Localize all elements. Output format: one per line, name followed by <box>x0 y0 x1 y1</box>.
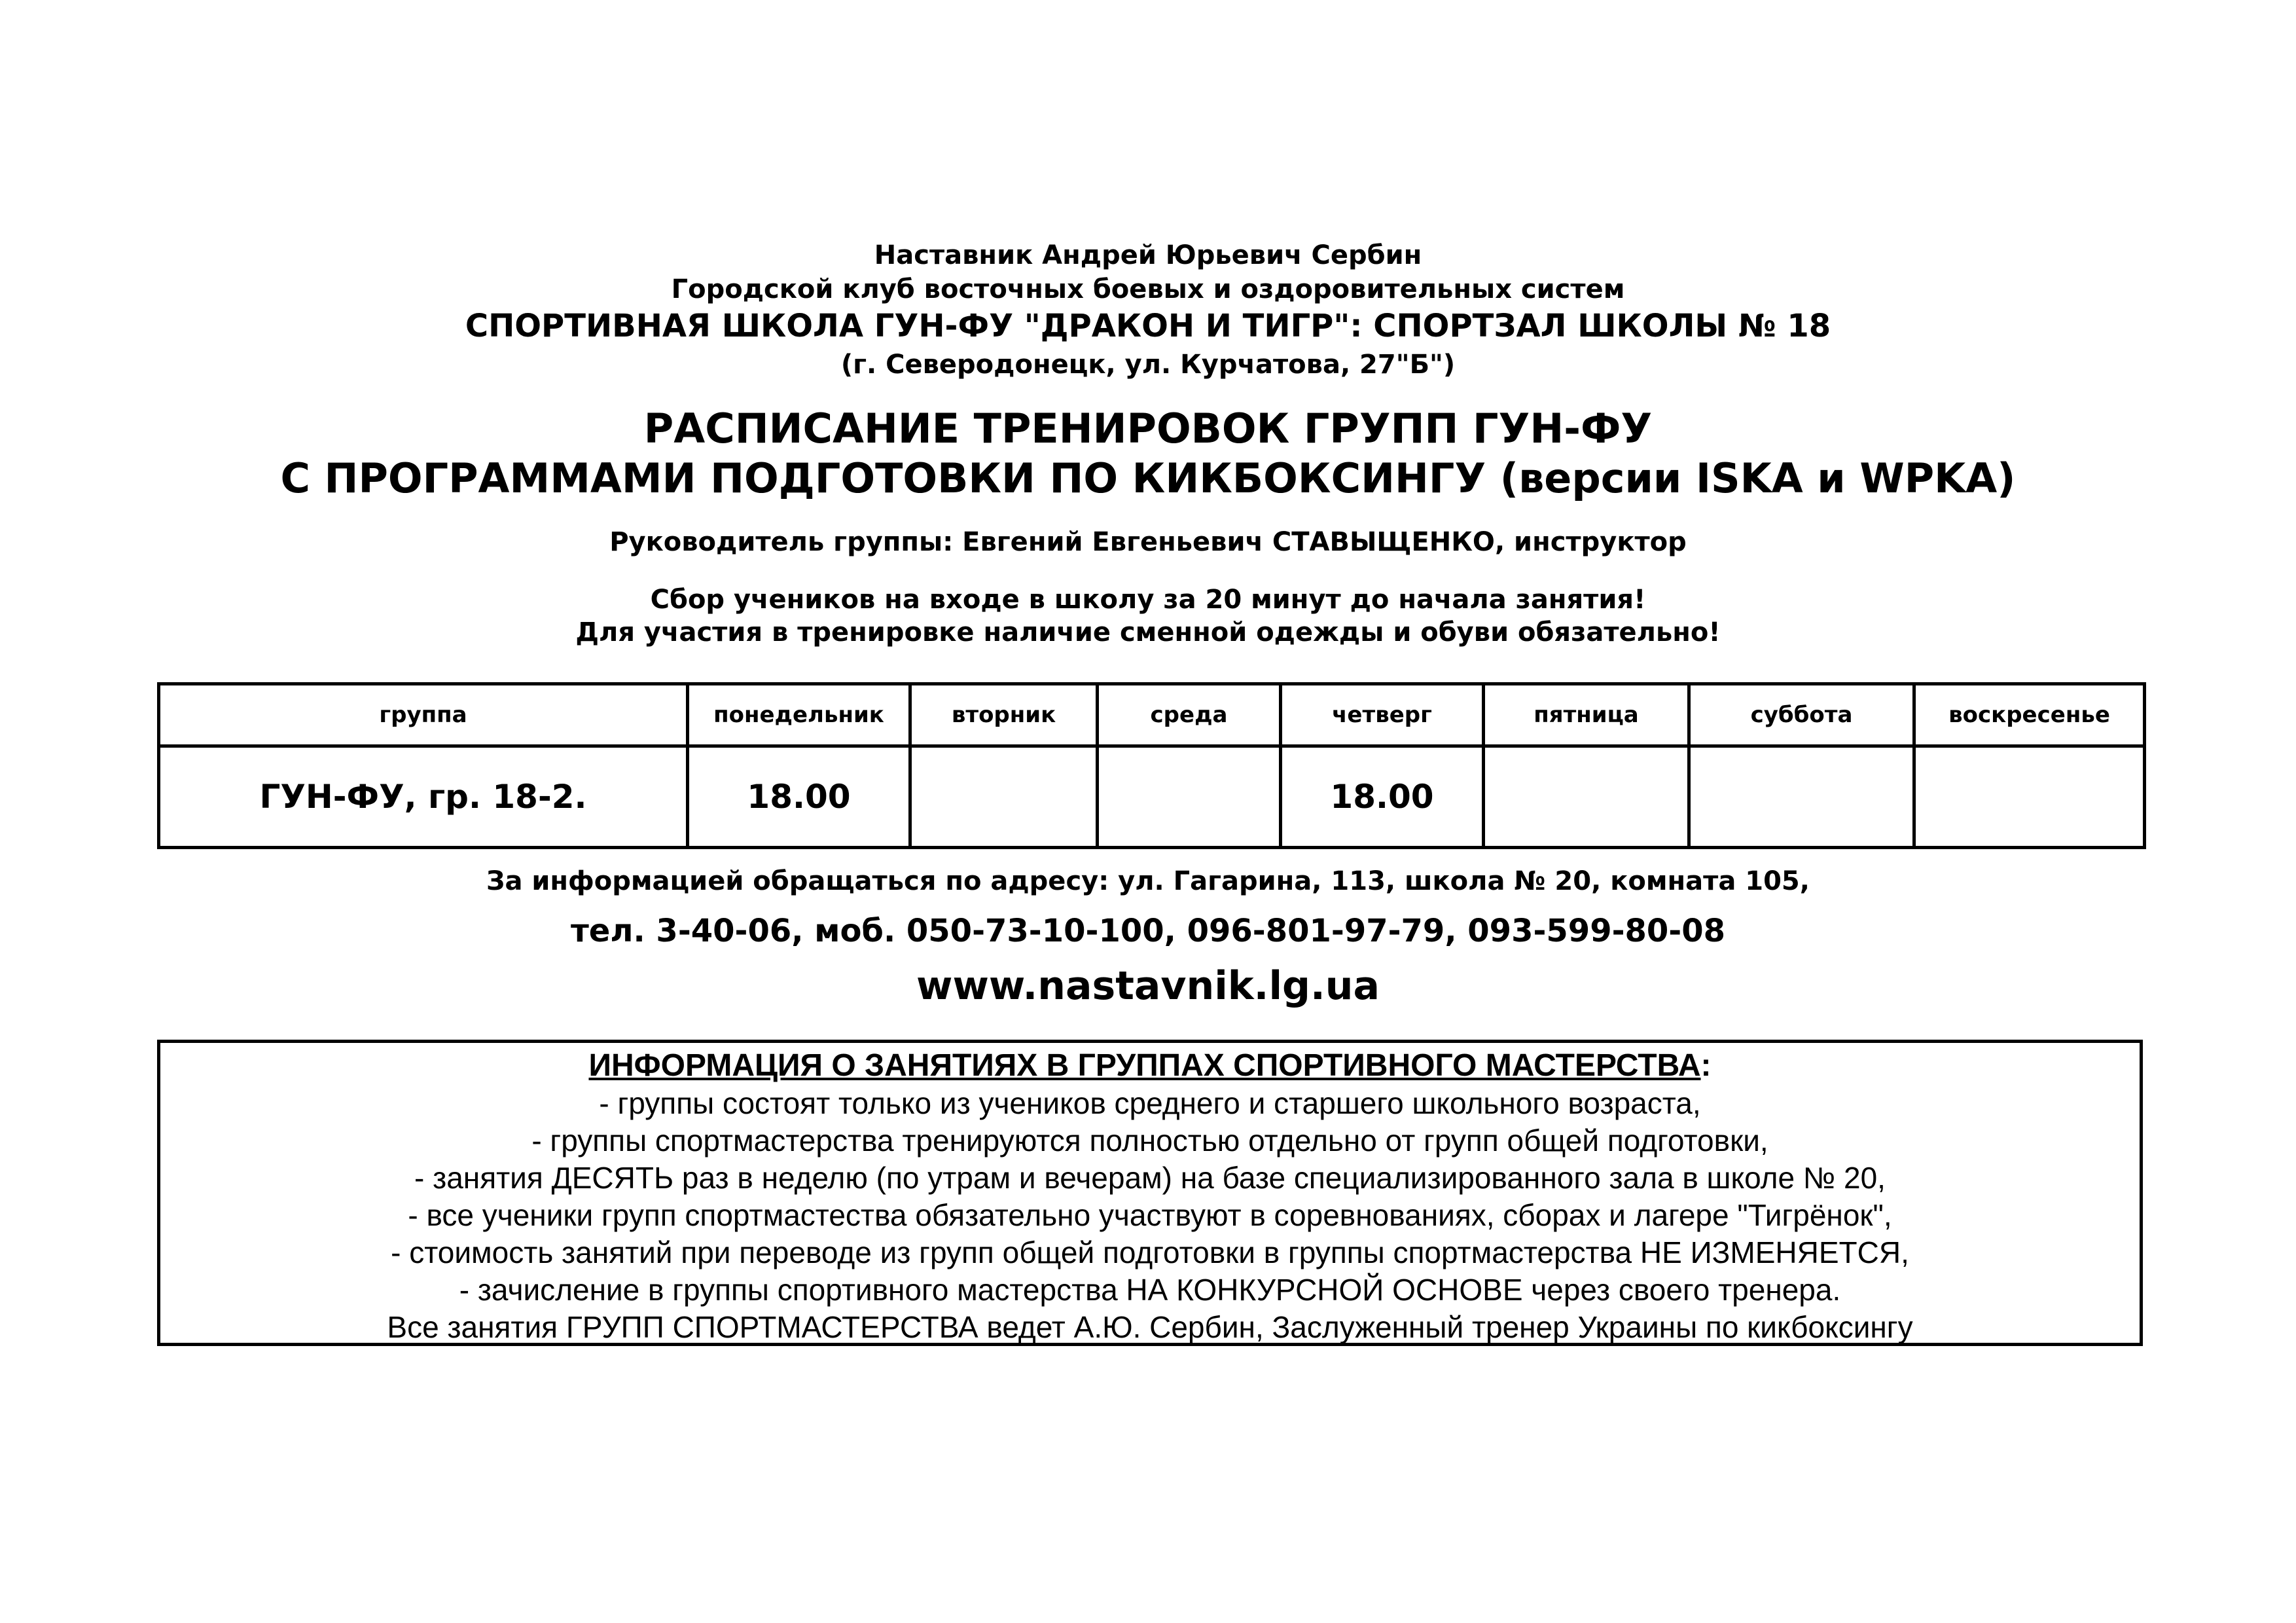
header-wednesday: среда <box>1098 684 1281 746</box>
header-tuesday: вторник <box>910 684 1098 746</box>
schedule-header-row <box>159 684 2145 746</box>
cell-saturday <box>1689 746 1914 848</box>
contact-address: За информацией обращаться по адресу: ул. Гагарина, 113, школа № 20, комната 105, <box>486 866 1810 896</box>
cell-thursday: 18.00 <box>1281 746 1484 848</box>
info-heading-colon: : <box>1700 1048 1712 1083</box>
group-leader: Руководитель группы: Евгений Евгеньевич СТАВЫЩЕНКО, инструктор <box>609 527 1687 557</box>
header-thursday: четверг <box>1281 684 1484 746</box>
cell-monday: 18.00 <box>688 746 910 848</box>
website-link[interactable]: www.nastavnik.lg.ua <box>916 963 1380 1009</box>
info-item: - все ученики групп спортмастества обязательно участвуют в соревнованиях, сборах и лагере "Тигрёнок", <box>408 1198 1892 1232</box>
info-box <box>157 1040 2143 1346</box>
school-address: (г. Северодонецк, ул. Курчатова, 27"Б") <box>840 350 1456 380</box>
info-item: - занятия ДЕСЯТЬ раз в неделю (по утрам и вечерам) на базе специализированного зала в школе № 20, <box>414 1161 1886 1195</box>
info-heading-text: ИНФОРМАЦИЯ О ЗАНЯТИЯХ В ГРУППАХ СПОРТИВНОГО МАСТЕРСТВА <box>588 1048 1701 1083</box>
cell-sunday <box>1914 746 2145 848</box>
info-item: Все занятия ГРУПП СПОРТМАСТЕРСТВА ведет А.Ю. Сербин, Заслуженный тренер Украины по кикбоксингу <box>387 1310 1913 1344</box>
info-item: - группы спортмастерства тренируются полностью отдельно от групп общей подготовки, <box>531 1123 1768 1158</box>
page-title-line-2: С ПРОГРАММАМИ ПОДГОТОВКИ ПО КИКБОКСИНГУ (версии ISKA и WPKA) <box>280 454 2016 502</box>
header-friday: пятница <box>1484 684 1689 746</box>
clothes-notice: Для участия в тренировке наличие сменной одежды и обуви обязательно! <box>575 617 1721 647</box>
header-group: группа <box>159 684 688 746</box>
school-name: СПОРТИВНАЯ ШКОЛА ГУН-ФУ "ДРАКОН И ТИГР": СПОРТЗАЛ ШКОЛЫ № 18 <box>465 308 1831 344</box>
cell-friday <box>1484 746 1689 848</box>
contact-phones: тел. 3-40-06, моб. 050-73-10-100, 096-801-97-79, 093-599-80-08 <box>570 913 1726 949</box>
club-name: Городской клуб восточных боевых и оздоровительных систем <box>671 274 1625 304</box>
mentor-line: Наставник Андрей Юрьевич Сербин <box>874 240 1422 270</box>
page-title-line-1: РАСПИСАНИЕ ТРЕНИРОВОК ГРУПП ГУН-ФУ <box>643 405 1653 452</box>
table-row <box>159 746 2145 848</box>
info-item: - группы состоят только из учеников среднего и старшего школьного возраста, <box>599 1086 1701 1120</box>
header-sunday: воскресенье <box>1914 684 2145 746</box>
header-monday: понедельник <box>688 684 910 746</box>
cell-wednesday <box>1098 746 1281 848</box>
schedule-table <box>157 682 2146 849</box>
info-item: - стоимость занятий при переводе из групп общей подготовки в группы спортмастерства НЕ ИЗМЕНЯЕТСЯ, <box>391 1235 1909 1269</box>
gather-notice: Сбор учеников на входе в школу за 20 минут до начала занятия! <box>650 585 1646 615</box>
info-item: - зачисление в группы спортивного мастерства НА КОНКУРСНОЙ ОСНОВЕ через своего тренера. <box>459 1273 1841 1307</box>
header-saturday: суббота <box>1689 684 1914 746</box>
cell-group: ГУН-ФУ, гр. 18-2. <box>159 746 688 848</box>
info-heading <box>160 1047 2140 1085</box>
cell-tuesday <box>910 746 1098 848</box>
